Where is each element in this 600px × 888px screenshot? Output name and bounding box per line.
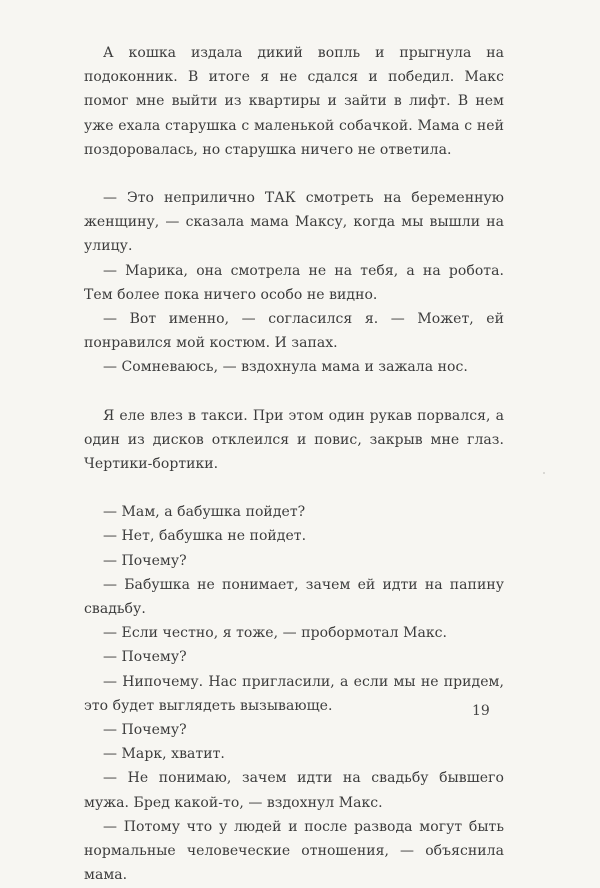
paragraph: Я еле влез в такси. При этом один рукав порвался, а один из дисков отклеился и повис, закрыв мне глаз. Чертики-бортики. [84,407,504,473]
dialogue-line: — Это неприлично ТАК смотреть на беременную женщину, — сказала мама Максу, когда мы вышли на улицу. [84,190,504,255]
paragraph-gap [84,380,504,404]
dialogue-line: — Марика, она смотрела не на тебя, а на робота. Тем более пока ничего особо не видно. [84,262,504,303]
dialogue-line: — Почему? [103,649,187,666]
dialogue-line: — Марк, хватит. [103,746,225,763]
dialogue-line: — Почему? [103,722,187,739]
dialogue-line: — Не понимаю, зачем идти на свадьбу бывшего мужа. Бред какой-то, — вздохнул Макс. [84,770,504,811]
paragraph-gap [84,162,504,186]
dialogue-line: — Вот именно, — согласился я. — Может, ей понравился мой костюм. И запах. [84,311,504,352]
dialogue-line: — Нет, бабушка не пойдет. [103,528,307,545]
dialogue-line: — Бабушка не понимает, зачем ей идти на папину свадьбу. [84,576,504,618]
paragraph-gap [84,476,504,500]
dialogue-line: — Почему? [103,552,187,569]
dialogue-line: — Сомневаюсь, — вздохнула мама и зажала нос. [103,359,468,376]
dialogue-line: — Нипочему. Нас пригласили, а если мы не придем, это будет выглядеть вызывающе. [84,673,504,714]
dialogue-line: — Потому что у людей и после развода могут быть нормальные человеческие отношения, — объяснила мама. [84,818,504,884]
page-number: 19 [472,703,490,719]
page-text [84,41,504,888]
paragraph: А кошка издала дикий вопль и прыгнула на подоконник. В итоге я не сдался и победил. Макс помог мне выйти из квартиры и зайти в лифт. В нем уже ехала старушка с маленькой собачкой. Мама с ней поздоровалась, но старушка ничего не ответила. [84,45,504,158]
dialogue-line: — Мам, а бабушка пойдет? [103,504,306,521]
paper-speck [543,472,545,474]
dialogue-line: — Если честно, я тоже, — пробормотал Макс. [103,625,448,642]
